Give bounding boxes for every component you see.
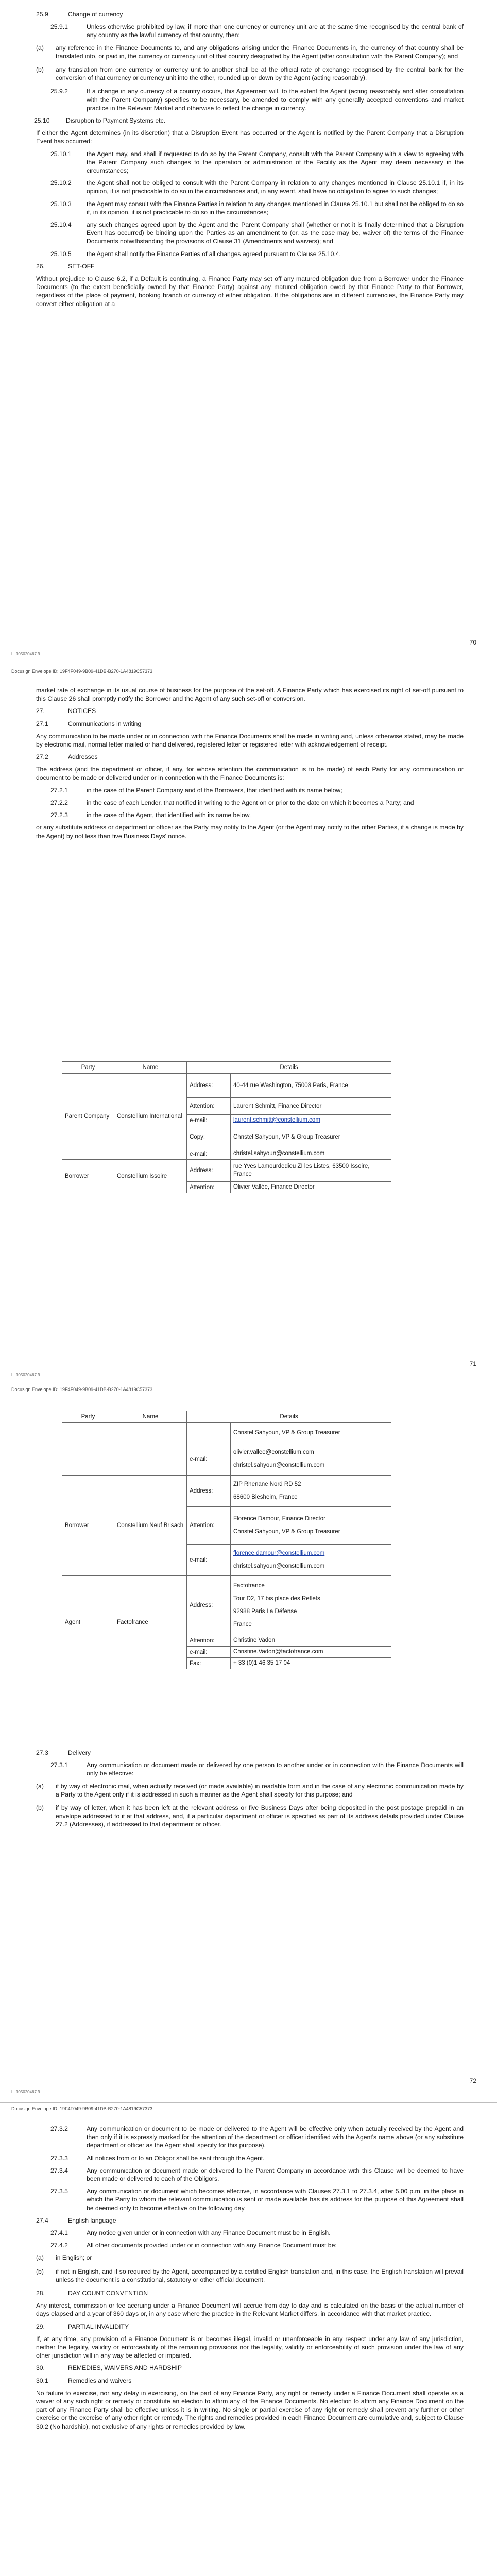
clause-27-3-1-b: (b) if by way of letter, when it has been left at the relevant address or five Business Days after being deposited in the post postage prepaid in an envelope addressed to it at that address, and, if a particular department or officer is specified as part of its address details provided under Clause 27.2 (Addresses), if addressed to that department or officer. bbox=[36, 1804, 464, 1828]
table-header: Name bbox=[114, 1062, 187, 1074]
clause-25-9-1-b: (b) any translation from one currency or currency unit to another shall be at the official rate of exchange recognised by the central bank for the conversion of that currency or currency unit into the other, rounded up or down by the Agent (acting reasonably). bbox=[36, 66, 464, 82]
clause-25-10-3: 25.10.3 the Agent may consult with the Finance Parties in relation to any changes mentioned in Clause 25.10.1 but shall not be obliged to do so if, in its opinion, it is not practicable to do so in the circumstances; bbox=[50, 200, 464, 216]
page-number: 70 bbox=[469, 639, 476, 646]
email-text: christel.sahyoun@constellium.com bbox=[233, 1563, 325, 1569]
clause-25-9-1: 25.9.1 Unless otherwise prohibited by law, if more than one currency or currency unit are at the same time recognised by the central bank of any country as the lawful currency of that country, then: bbox=[50, 23, 464, 39]
party-cell: Parent Company bbox=[62, 1074, 114, 1160]
detail-label: e-mail: bbox=[187, 1647, 231, 1658]
clause-25-10-intro: If either the Agent determines (in its discretion) that a Disruption Event has occurred or the Agent is notified by the Parent Company that a Disruption Event has occurred: bbox=[36, 129, 464, 145]
clause-27-3-4: 27.3.4 Any communication or document made or delivered to the Parent Company in accordance with this Clause will be deemed to have been made or delivered to each of the Obligors. bbox=[50, 2166, 464, 2183]
page-71 bbox=[0, 666, 497, 1382]
clause-25-10-1: 25.10.1 the Agent may, and shall if requested to do so by the Parent Company, consult with the Parent Company with a view to agreeing with the Parent Company such changes to the operation or administration of the Facility as the Agent may deem necessary in the circumstances; bbox=[50, 150, 464, 175]
clause-27-3-heading: 27.3 Delivery bbox=[36, 1749, 91, 1756]
detail-value: Christine Vadon bbox=[231, 1635, 391, 1647]
clause-27-2-heading: 27.2 Addresses bbox=[36, 753, 98, 761]
table-header: Name bbox=[114, 1411, 187, 1423]
addresses-table bbox=[62, 1061, 391, 1193]
address-line: 68600 Biesheim, France bbox=[233, 1494, 298, 1500]
clause-28-heading: 28. DAY COUNT CONVENTION bbox=[36, 2290, 148, 2297]
detail-label: Address: bbox=[187, 1074, 231, 1098]
detail-value bbox=[231, 1507, 391, 1545]
page-number: 72 bbox=[469, 2077, 476, 2084]
detail-value: rue Yves Lamourdedieu ZI les Listes, 63500 Issoire, France bbox=[231, 1160, 391, 1182]
clause-29-heading: 29. PARTIAL INVALIDITY bbox=[36, 2323, 129, 2330]
clause-25-10-5: 25.10.5 the Agent shall notify the Finance Parties of all changes agreed pursuant to Clause 25.10.4. bbox=[50, 250, 341, 258]
envelope-id: Docusign Envelope ID: 19F4F049-9B09-41DB-B270-1A4819C57373 bbox=[11, 2106, 153, 2111]
detail-value: Olivier Vallée, Finance Director bbox=[231, 1182, 391, 1193]
address-line: Factofrance bbox=[233, 1583, 265, 1589]
page-73-content bbox=[36, 2125, 464, 2435]
page-number: 71 bbox=[469, 1360, 476, 1367]
email-link[interactable] bbox=[233, 1550, 388, 1557]
clause-27-2-1: 27.2.1 in the case of the Parent Company and of the Borrowers, that identified with its name below; bbox=[50, 786, 342, 794]
clause-30-1-text: No failure to exercise, nor any delay in exercising, on the part of any Finance Party, any right or remedy under a Finance Document shall operate as a waiver of any such right or remedy or constitute an election to affirm any of the Finance Documents. No election to affirm any Finance Document on the part of any Finance Party shall be effective unless it is in writing. No single or partial exercise of any right or remedy shall prevent any further or other exercise or the exercise of any other right or remedy. The rights and remedies provided in each Finance Document are cumulative and, subject to Clause 30.2 (No hardship), not exclusive of any rights or remedies provided by law. bbox=[36, 2389, 464, 2430]
detail-label: Attention: bbox=[187, 1507, 231, 1545]
detail-label: Address: bbox=[187, 1476, 231, 1507]
clause-25-9-heading: 25.9 Change of currency bbox=[36, 11, 123, 18]
detail-label: Attention: bbox=[187, 1182, 231, 1193]
detail-value: Laurent Schmitt, Finance Director bbox=[231, 1098, 391, 1115]
table-header: Party bbox=[62, 1411, 114, 1423]
detail-value: Christel Sahyoun, VP & Group Treasurer bbox=[231, 1423, 391, 1443]
clause-27-3-1-a: (a) if by way of electronic mail, when actually received (or made available) in readable form and in the case of any electronic communication made by a Party to the Agent only if it is addressed in such a manner as the Agent shall specify for this purpose; and bbox=[36, 1782, 464, 1798]
clause-26-heading: 26. SET-OFF bbox=[36, 262, 95, 270]
clause-27-2-3: 27.2.3 in the case of the Agent, that identified with its name below, bbox=[50, 811, 251, 819]
detail-label: e-mail: bbox=[187, 1443, 231, 1476]
page-70-content bbox=[36, 10, 464, 312]
table-row bbox=[62, 1160, 391, 1182]
clause-25-9-1-a: (a) any reference in the Finance Documents to, and any obligations arising under the Finance Documents in, the currency of that country shall be translated into, or paid in, the currency or currency unit of that country designated by the Agent (after consultation with the Parent Company); and bbox=[36, 44, 464, 60]
detail-value bbox=[231, 1443, 391, 1476]
clause-27-1-text: Any communication to be made under or in connection with the Finance Documents shall be made in writing and, unless otherwise stated, may be made by electronic mail, normal letter mailed or hand delivered, registered letter or registered letter with acknowledgement of receipt. bbox=[36, 732, 464, 749]
clause-27-3-1: 27.3.1 Any communication or document made or delivered by one person to another under or in connection with the Finance Documents will only be effective: bbox=[50, 1761, 464, 1777]
clause-27-4-2: 27.4.2 All other documents provided under or in connection with any Finance Document must be: bbox=[50, 2242, 337, 2249]
detail-label: e-mail: bbox=[187, 1115, 231, 1126]
envelope-id: Docusign Envelope ID: 19F4F049-9B09-41DB-B270-1A4819C57373 bbox=[11, 669, 153, 674]
detail-label: Copy: bbox=[187, 1126, 231, 1148]
page-72-content bbox=[36, 1749, 464, 1834]
detail-value: christel.sahyoun@constellium.com bbox=[231, 1148, 391, 1160]
clause-25-9-2: 25.9.2 If a change in any currency of a country occurs, this Agreement will, to the extent the Agent (acting reasonably and after consultation with the Parent Company) specifies to be necessary, be amended to comply with any generally accepted conventions and market practice in the Relevant Market and otherwise to reflect the change in currency. bbox=[50, 88, 464, 112]
clause-25-10-4: 25.10.4 any such changes agreed upon by the Agent and the Parent Company shall (whether or not it is finally determined that a Disruption Event has occurred) be binding upon the Parties as an amendment to (or, as the case may be, waiver of) the terms of the Finance Documents notwithstanding the provisions of Clause 31 (Amendments and waivers); and bbox=[50, 221, 464, 245]
attention-line: Florence Damour, Finance Director bbox=[233, 1516, 325, 1522]
party-cell: Borrower bbox=[62, 1476, 114, 1576]
name-cell: Constellium Issoire bbox=[114, 1160, 187, 1193]
clause-27-4-heading: 27.4 English language bbox=[36, 2216, 116, 2224]
page-71-content bbox=[36, 686, 464, 844]
clause-27-1-heading: 27.1 Communications in writing bbox=[36, 720, 142, 727]
clause-27-4-1: 27.4.1 Any notice given under or in connection with any Finance Document must be in English. bbox=[50, 2229, 331, 2237]
clause-30-1-heading: 30.1 Remedies and waivers bbox=[36, 2377, 132, 2384]
detail-label: Attention: bbox=[187, 1098, 231, 1115]
address-line: 92988 Paris La Défense bbox=[233, 1608, 297, 1615]
detail-value bbox=[231, 1545, 391, 1576]
clause-27-4-2-b: (b) if not in English, and if so required by the Agent, accompanied by a certified English translation and, in this case, the English translation will prevail unless the document is a constitutional, statutory or other official document. bbox=[36, 2267, 464, 2283]
table-header-row bbox=[62, 1062, 391, 1074]
email-link[interactable] bbox=[231, 1115, 391, 1126]
detail-value: + 33 (0)1 46 35 17 04 bbox=[231, 1658, 391, 1669]
table-header: Party bbox=[62, 1062, 114, 1074]
footer-reference: L_105020467.9 bbox=[11, 2090, 40, 2094]
page-73 bbox=[0, 2103, 497, 2576]
clause-27-2-text: The address (and the department or officer, if any, for whose attention the communication is to be made) of each Party for any communication or document to be made or delivered under or in connection with the Finance Documents is: bbox=[36, 766, 464, 782]
email-text: olivier.vallee@constellium.com bbox=[233, 1449, 314, 1455]
envelope-id: Docusign Envelope ID: 19F4F049-9B09-41DB-B270-1A4819C57373 bbox=[11, 1387, 153, 1392]
clause-27-4-2-a: (a) in English; or bbox=[36, 2254, 92, 2262]
detail-label: Address: bbox=[187, 1160, 231, 1182]
table-row bbox=[62, 1443, 391, 1476]
clause-25-10-heading: 25.10 Disruption to Payment Systems etc. bbox=[34, 117, 166, 125]
detail-value bbox=[231, 1576, 391, 1635]
page-70 bbox=[0, 0, 497, 662]
address-line: Tour D2, 17 bis place des Reflets bbox=[233, 1596, 320, 1602]
detail-value bbox=[231, 1476, 391, 1507]
party-cell: Agent bbox=[62, 1576, 114, 1669]
address-line: France bbox=[233, 1621, 252, 1628]
table-header-row bbox=[62, 1411, 391, 1423]
page-72 bbox=[0, 1384, 497, 2100]
clause-27-3-3: 27.3.3 All notices from or to an Obligor shall be sent through the Agent. bbox=[50, 2154, 265, 2162]
address-line: ZIP Rhenane Nord RD 52 bbox=[233, 1481, 301, 1487]
clause-26-continued: market rate of exchange in its usual course of business for the purpose of the set-off. A Finance Party which has exercised its right of set-off pursuant to this Clause 26 shall promptly notify the Borrower and the Agent of any such set-off or conversion. bbox=[36, 687, 464, 703]
clause-27-2-tail: or any substitute address or department or officer as the Party may notify to the Agent (or the Agent may notify to the other Parties, if a change is made by the Agent) by not less than five Business Days' notice. bbox=[36, 824, 464, 840]
table-row bbox=[62, 1576, 391, 1635]
addresses-table-continued bbox=[62, 1411, 391, 1669]
clause-28-text: Any interest, commission or fee accruing under a Finance Document will accrue from day to day and is calculated on the basis of the actual number of days elapsed and a year of 360 days or, in any case where the practice in the Relevant Market differs, in accordance with that market practice. bbox=[36, 2302, 464, 2318]
detail-label: Attention: bbox=[187, 1635, 231, 1647]
clause-29-text: If, at any time, any provision of a Finance Document is or becomes illegal, invalid or unenforceable in any respect under any law of any jurisdiction, neither the legality, validity or enforceability of the remaining provisions nor the legality, validity or enforceability of such provision under the law of any other jurisdiction will in any way be affected or impaired. bbox=[36, 2335, 464, 2360]
detail-value: 40-44 rue Washington, 75008 Paris, France bbox=[231, 1074, 391, 1098]
detail-label: e-mail: bbox=[187, 1545, 231, 1576]
clause-27-heading: 27. NOTICES bbox=[36, 707, 96, 715]
clause-25-10-2: 25.10.2 the Agent shall not be obliged to consult with the Parent Company in relation to any changes mentioned in Clause 25.10.1 if, in its opinion, it is not practicable to do so in the circumstances and, in any event, shall have no obligation to agree to such changes; bbox=[50, 179, 464, 195]
email-text: christel.sahyoun@constellium.com bbox=[233, 1462, 325, 1468]
name-cell: Factofrance bbox=[114, 1576, 187, 1669]
party-cell bbox=[62, 1443, 114, 1476]
table-header: Details bbox=[187, 1411, 391, 1423]
party-cell: Borrower bbox=[62, 1160, 114, 1193]
attention-line: Christel Sahyoun, VP & Group Treasurer bbox=[233, 1529, 340, 1535]
page-separator bbox=[0, 2102, 497, 2103]
clause-27-3-5: 27.3.5 Any communication or document which becomes effective, in accordance with Clauses 27.3.1 to 27.3.4, after 5.00 p.m. in the place in which the Party to whom the relevant communication is sent or made available has its address for the purpose of this Agreement shall be deemed only to become effective on the following day. bbox=[50, 2188, 464, 2212]
clause-27-2-2: 27.2.2 in the case of each Lender, that notified in writing to the Agent on or prior to the date on which it becomes a Party; and bbox=[50, 799, 414, 807]
name-cell bbox=[114, 1443, 187, 1476]
detail-label bbox=[187, 1423, 231, 1443]
table-header: Details bbox=[187, 1062, 391, 1074]
detail-value: Christel Sahyoun, VP & Group Treasurer bbox=[231, 1126, 391, 1148]
detail-label: Address: bbox=[187, 1576, 231, 1635]
name-cell bbox=[114, 1423, 187, 1443]
detail-label: e-mail: bbox=[187, 1148, 231, 1160]
table-row bbox=[62, 1423, 391, 1443]
footer-reference: L_105020467.9 bbox=[11, 652, 40, 656]
name-cell: Constellium International bbox=[114, 1074, 187, 1160]
email-link-text[interactable]: florence.damour@constellium.com bbox=[233, 1550, 325, 1556]
footer-reference: L_105020467.9 bbox=[11, 1372, 40, 1377]
name-cell: Constellium Neuf Brisach bbox=[114, 1476, 187, 1576]
party-cell bbox=[62, 1423, 114, 1443]
detail-value: Christine.Vadon@factofrance.com bbox=[231, 1647, 391, 1658]
table-row bbox=[62, 1074, 391, 1098]
email-link-text[interactable]: laurent.schmitt@constellium.com bbox=[233, 1117, 320, 1123]
detail-label: Fax: bbox=[187, 1658, 231, 1669]
clause-27-3-2: 27.3.2 Any communication or document to be made or delivered to the Agent will be effective only when actually received by the Agent and then only if it is expressly marked for the attention of the department or officer identified with the Agent's name above (or any substitute department or officer as the Agent shall specify for this purpose). bbox=[50, 2125, 464, 2149]
clause-30-heading: 30. REMEDIES, WAIVERS AND HARDSHIP bbox=[36, 2364, 182, 2372]
table-row bbox=[62, 1476, 391, 1507]
clause-26-text: Without prejudice to Clause 6.2, if a Default is continuing, a Finance Party may set off any matured obligation due from a Borrower under the Finance Documents (to the extent beneficially owned by that Finance Party) against any matured obligation owed by that Finance Party to that Borrower, regardless of the place of payment, booking branch or currency of either obligation. If the obligations are in different currencies, the Finance Party may convert either obligation at a bbox=[36, 275, 464, 308]
